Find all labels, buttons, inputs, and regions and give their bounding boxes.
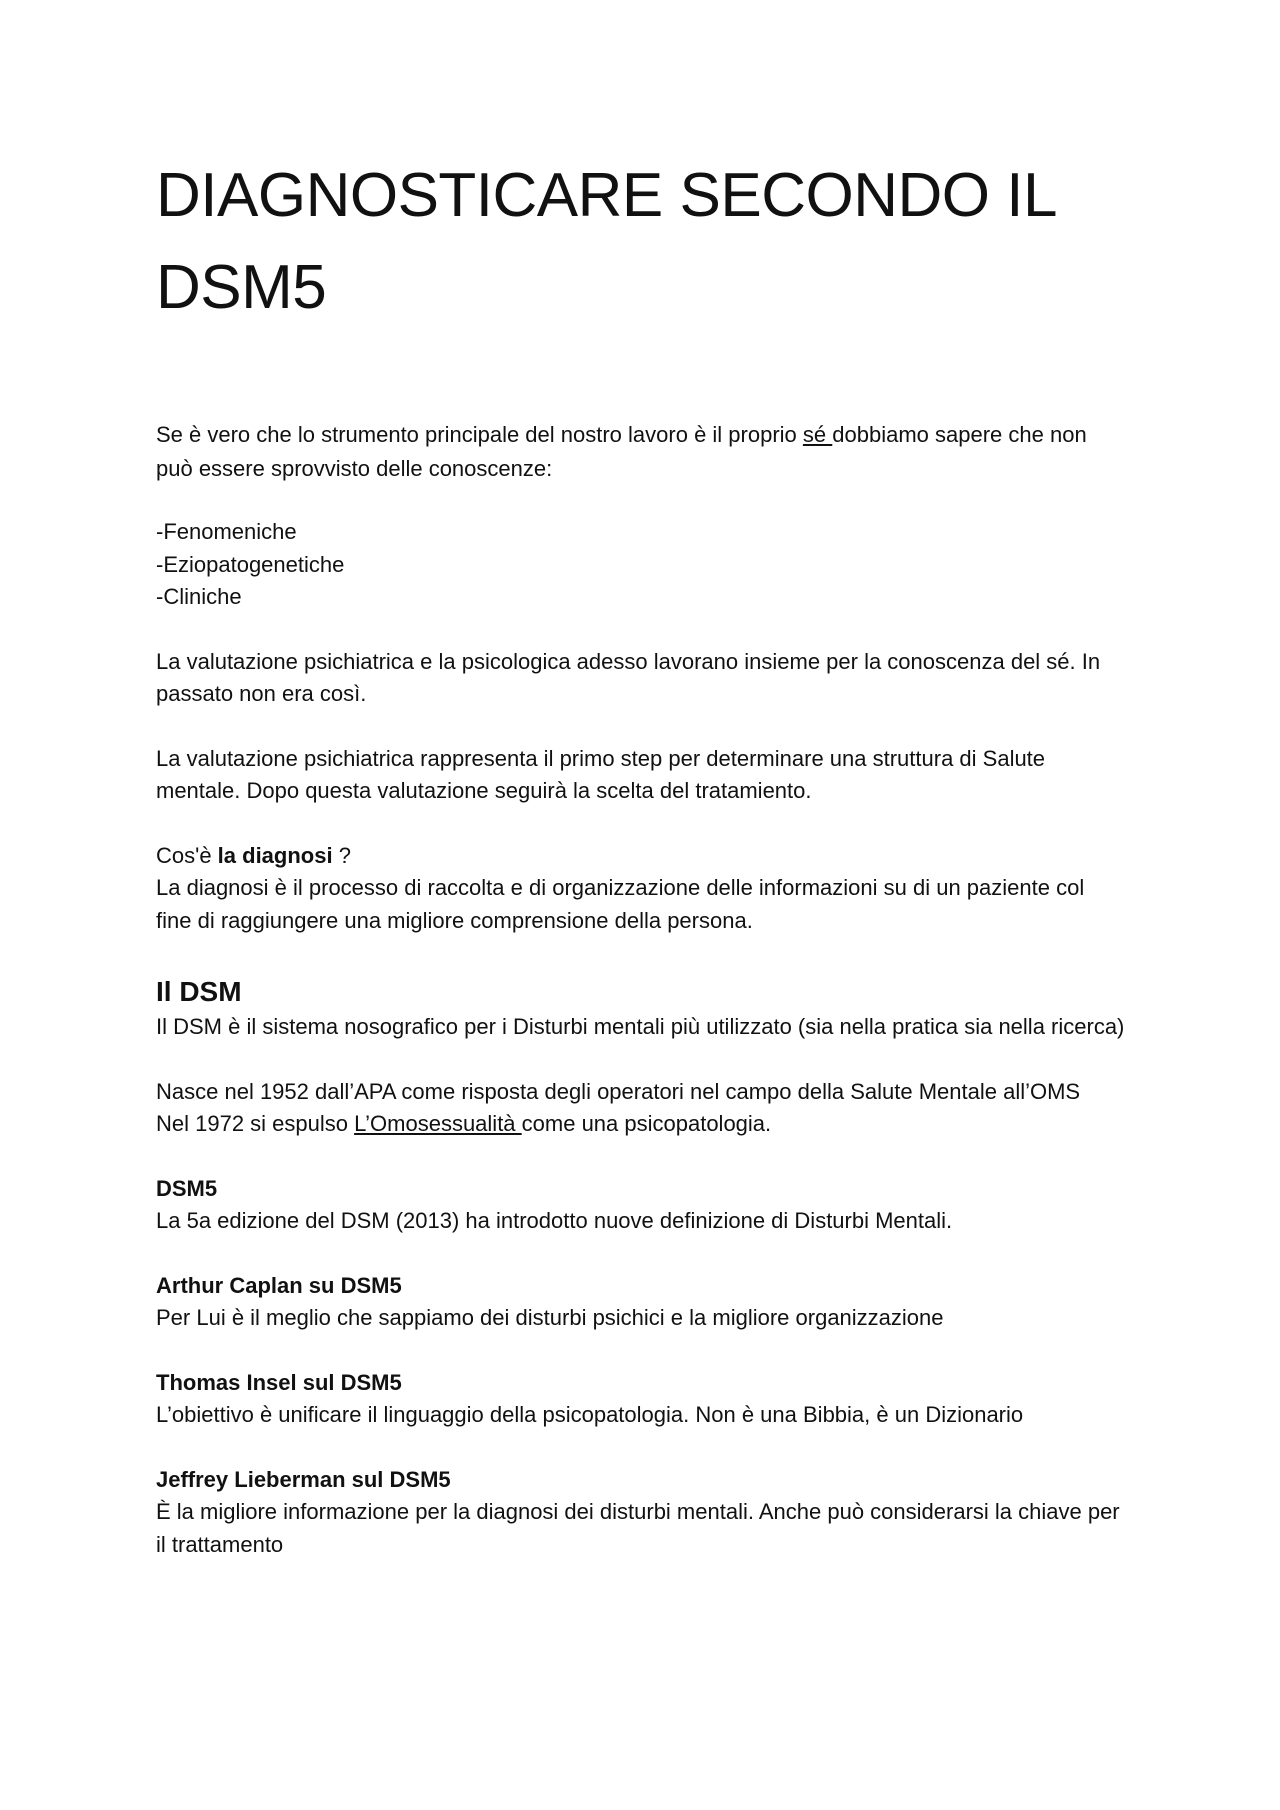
caplan-heading: Arthur Caplan su DSM5: [156, 1272, 402, 1298]
document-body: [156, 418, 1125, 1561]
omosessualita-underlined: L’Omosessualità: [354, 1111, 522, 1136]
diagnosi-answer: La diagnosi è il processo di raccolta e di organizzazione delle informazioni su di un paziente col fine di raggiungere una migliore comprensione della persona.: [156, 875, 1085, 933]
insel-heading: Thomas Insel sul DSM5: [156, 1369, 402, 1395]
step-paragraph: La valutazione psichiatrica rappresenta il primo step per determinare una struttura di Salute mentale. Dopo questa valutazione seguirà la scelta del tratamiento.: [156, 745, 1046, 803]
title-line-1: DIAGNOSTICARE SECONDO IL: [156, 161, 1057, 230]
diagnosi-question: [156, 840, 1125, 873]
intro-underlined-se: sé: [802, 422, 833, 447]
diagnosi-question-before: Cos'è: [156, 842, 218, 868]
list-item: -Eziopatogenetiche: [156, 551, 345, 577]
caplan-text: Per Lui è il meglio che sappiamo dei disturbi psichici e la migliore organizzazione: [156, 1305, 944, 1330]
intro-text-after: dobbiamo sapere che non può essere sprovvisto delle conoscenze:: [156, 422, 1087, 481]
dsm-paragraph-3-after: come una psicopatologia.: [521, 1111, 772, 1136]
valutazione-paragraph: La valutazione psichiatrica e la psicologica adesso lavorano insieme per la conoscenza del sé. In passato non era così.: [156, 648, 1101, 706]
intro-paragraph: [156, 418, 1125, 486]
lieberman-heading: Jeffrey Lieberman sul DSM5: [156, 1466, 451, 1492]
list-item: -Cliniche: [156, 584, 242, 609]
lieberman-text: È la migliore informazione per la diagnosi dei disturbi mentali. Anche può considerarsi la chiave per il trattamento: [156, 1499, 1120, 1557]
dsm-paragraph-2: Nasce nel 1952 dall’APA come risposta degli operatori nel campo della Salute Mentale all’OMS: [156, 1078, 1081, 1104]
dsm-paragraph-1: Il DSM è il sistema nosografico per i Disturbi mentali più utilizzato (sia nella pratica sia nella ricerca): [156, 1014, 1125, 1039]
dsm-paragraph-3: [156, 1108, 1125, 1141]
diagnosi-question-after: ?: [332, 842, 351, 868]
title-line-2: DSM5: [156, 253, 327, 322]
intro-text-before: Se è vero che lo strumento principale del nostro lavoro è il proprio: [156, 422, 803, 447]
insel-text: L’obiettivo è unificare il linguaggio della psicopatologia. Non è una Bibbia, è un Dizionario: [156, 1402, 1024, 1427]
diagnosi-question-bold: la diagnosi: [217, 842, 333, 868]
document-title: [156, 0, 1125, 334]
knowledge-list: [156, 516, 1125, 614]
section-heading-dsm: Il DSM: [156, 976, 242, 1007]
dsm5-text: La 5a edizione del DSM (2013) ha introdotto nuove definizione di Disturbi Mentali.: [156, 1208, 953, 1233]
dsm-paragraph-3-before: Nel 1972 si espulso: [156, 1111, 355, 1136]
list-item: -Fenomeniche: [156, 519, 297, 544]
dsm5-heading: DSM5: [156, 1175, 218, 1201]
